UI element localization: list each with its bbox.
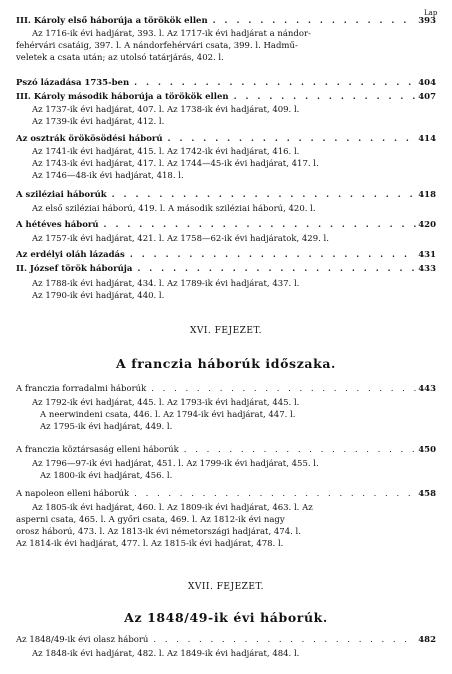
toc-entry-title: Az 1848/49-ik évi olasz háború (16, 635, 149, 645)
toc-entry-page: 450 (418, 445, 436, 455)
toc-entry-page: 420 (418, 220, 436, 230)
toc-subentries (16, 233, 412, 245)
toc-entry-page: 393 (418, 16, 436, 26)
leader-dots (131, 77, 416, 89)
toc-entry-title: A hétéves háború (16, 220, 99, 230)
toc-entry-page: 482 (418, 635, 436, 645)
chapter-title: A franczia háborúk időszaka. (115, 356, 337, 371)
toc-subentries (16, 146, 412, 182)
toc-entry-page: 458 (418, 489, 436, 499)
toc-entry-page: 433 (418, 264, 436, 274)
toc-entry-title: A franczia forradalmi háborúk (16, 384, 147, 394)
leader-dots (148, 383, 416, 395)
subentry-line: Az 1743-ik évi hadjárat, 417. l. Az 1744—45-ik évi hadjárat, 417. l. (32, 159, 319, 169)
chapter-number: XVI. FEJEZET. (189, 326, 263, 336)
subentry-line: Az 1814-ik évi hadjárat, 477. l. Az 1815-ik évi hadjárat, 478. l. (16, 539, 284, 549)
toc-entry-title: Pszó lázadása 1735-ben (16, 78, 130, 88)
toc-entry-title: II. József török háborúja (16, 264, 133, 274)
toc-entry-page: 443 (418, 384, 436, 394)
toc-subentries (16, 648, 412, 660)
toc-entry (16, 189, 436, 201)
toc-entry-page: 418 (418, 190, 436, 200)
page-column-label: Lap (424, 9, 438, 17)
toc-entry-title: A napoleon elleni háborúk (16, 489, 130, 499)
toc-entry (16, 488, 436, 500)
subentry-line: Az első sziléziai háború, 419. l. A második sziléziai háború, 420. l. (32, 204, 316, 214)
toc-entry (16, 91, 436, 103)
subentry-line: veletek a csata után; az utolsó tatárjárás, 402. l. (16, 53, 224, 63)
toc-entry (16, 219, 436, 231)
toc-entry-title: Az osztrák örökösödési háború (16, 134, 163, 144)
toc-entry-title: Az erdélyi oláh lázadás (16, 250, 125, 260)
toc-subentries (16, 104, 412, 128)
subentry-line: Az 1800-ik évi hadjárat, 456. l. (40, 471, 173, 481)
leader-dots (210, 15, 417, 27)
toc-entry (16, 133, 436, 145)
toc-entry (16, 634, 436, 646)
toc-subentries (16, 28, 412, 64)
toc-subentries (16, 458, 412, 482)
toc-entry (16, 249, 436, 261)
toc-entry (16, 444, 436, 456)
subentry-line: Az 1737-ik évi hadjárat, 407. l. Az 1738-ik évi hadjárat, 409. l. (32, 105, 300, 115)
toc-entry-title: A franczia köztársaság elleni háborúk (16, 445, 179, 455)
toc-entry (16, 15, 436, 27)
toc-entry (16, 263, 436, 275)
toc-entry-page: 414 (418, 134, 436, 144)
toc-entry-page: 404 (418, 78, 436, 88)
leader-dots (231, 91, 417, 103)
leader-dots (181, 444, 416, 456)
subentry-line: asperni csata, 465. l. A győri csata, 469. l. Az 1812-ik évi nagy (16, 515, 285, 525)
toc-entry-page: 431 (418, 250, 436, 260)
subentry-line: fehérvári csatáig, 397. l. A nándorfehérvári csata, 399. l. Hadmű- (16, 41, 298, 51)
subentry-line: Az 1739-ik évi hadjárat, 412. l. (32, 117, 165, 127)
toc-subentries (16, 278, 412, 302)
toc-entry-title: III. Károly első háborúja a törökök ellen (16, 16, 208, 26)
subentry-line: Az 1716-ik évi hadjárat, 393. l. Az 1717-ik évi hadjárat a nándor- (32, 29, 311, 39)
subentry-line: Az 1796—97-ik évi hadjárat, 451. l. Az 1799-ik évi hadjárat, 455. l. (32, 459, 319, 469)
toc-subentries (16, 397, 412, 433)
leader-dots (109, 189, 417, 201)
subentry-line: Az 1848-ik évi hadjárat, 482. l. Az 1849-ik évi hadjárat, 484. l. (32, 649, 300, 659)
leader-dots (150, 634, 416, 646)
leader-dots (134, 263, 416, 275)
leader-dots (127, 249, 416, 261)
subentry-line: Az 1788-ik évi hadjárat, 434. l. Az 1789-ik évi hadjárat, 437. l. (32, 279, 300, 289)
subentry-line: Az 1805-ik évi hadjárat, 460. l. Az 1809-ik évi hadjárat, 463. l. Az (32, 503, 313, 513)
subentry-line: Az 1795-ik évi hadjárat, 449. l. (40, 422, 173, 432)
leader-dots (131, 488, 416, 500)
leader-dots (101, 219, 417, 231)
toc-subentries (16, 203, 412, 215)
chapter-title: Az 1848/49-ik évi háborúk. (124, 610, 328, 625)
toc-entry (16, 77, 436, 89)
toc-entry-page: 407 (418, 92, 436, 102)
subentry-line: Az 1792-ik évi hadjárat, 445. l. Az 1793-ik évi hadjárat, 445. l. (32, 398, 300, 408)
toc-subentries (16, 502, 412, 550)
subentry-line: orosz háború, 473. l. Az 1813-ik évi németországi hadjárat, 474. l. (16, 527, 301, 537)
toc-entry-title: III. Károly második háborúja a törökök ellen (16, 92, 229, 102)
subentry-line: A neerwindeni csata, 446. l. Az 1794-ik évi hadjárat, 447. l. (40, 410, 296, 420)
leader-dots (165, 133, 417, 145)
subentry-line: Az 1741-ik évi hadjárat, 415. l. Az 1742-ik évi hadjárat, 416. l. (32, 147, 300, 157)
subentry-line: Az 1790-ik évi hadjárat, 440. l. (32, 291, 165, 301)
subentry-line: Az 1746—48-ik évi hadjárat, 418. l. (32, 171, 184, 181)
chapter-number: XVII. FEJEZET. (187, 582, 265, 592)
toc-entry (16, 383, 436, 395)
toc-entry-title: A sziléziai háborúk (16, 190, 107, 200)
subentry-line: Az 1757-ik évi hadjárat, 421. l. Az 1758—62-ik évi hadjáratok, 429. l. (32, 234, 329, 244)
